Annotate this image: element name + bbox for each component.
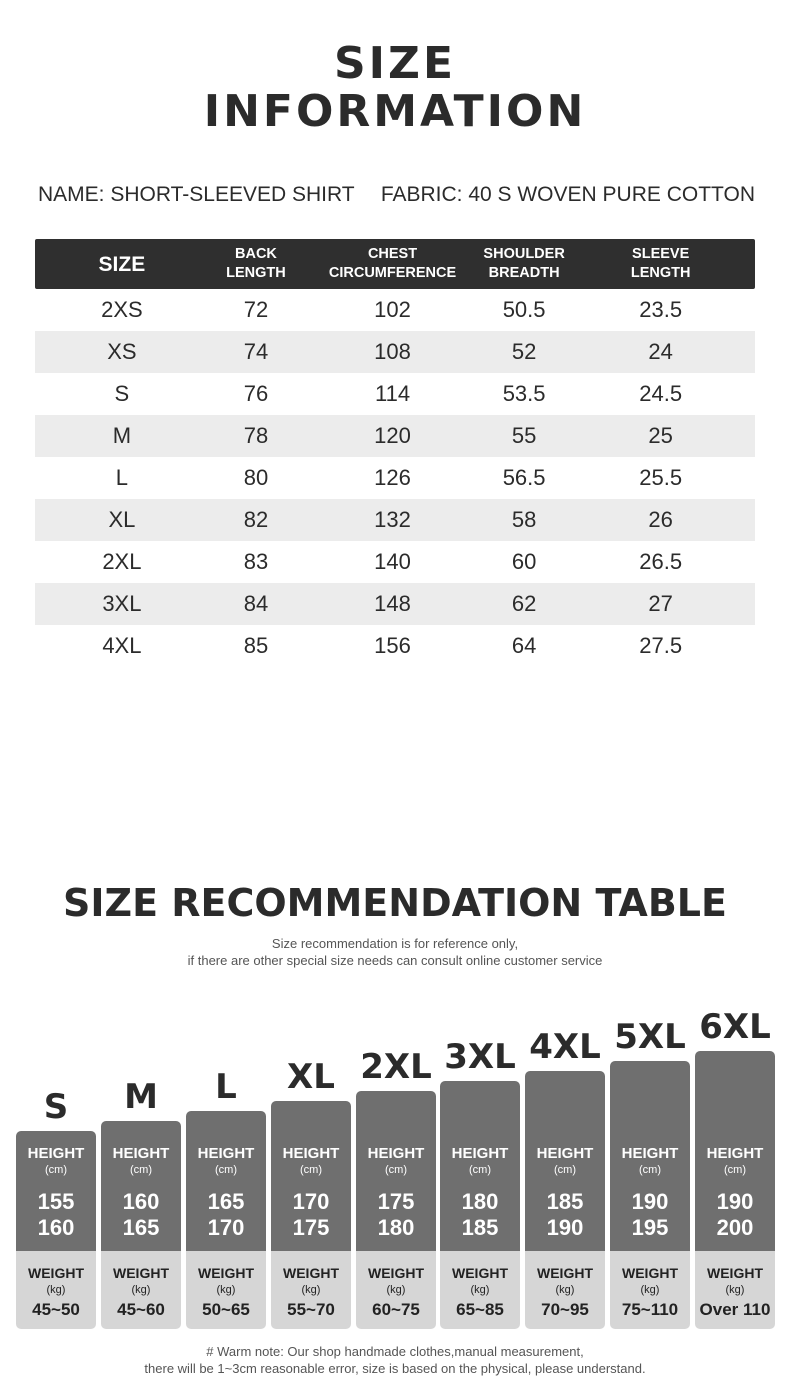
warm-note bbox=[0, 1343, 790, 1377]
weight-range: 45~60 bbox=[117, 1300, 165, 1319]
cell-shoulder: 58 bbox=[511, 507, 537, 532]
weight-label: WEIGHT bbox=[283, 1265, 339, 1281]
height-max: 200 bbox=[716, 1215, 754, 1240]
size-label: L bbox=[215, 1067, 237, 1107]
cell-sleeve: 24.5 bbox=[639, 381, 683, 406]
cell-back-length: 80 bbox=[243, 465, 269, 490]
cell-size: XL bbox=[108, 507, 136, 532]
height-label: HEIGHT bbox=[197, 1145, 255, 1162]
size-label: 5XL bbox=[614, 1017, 686, 1057]
weight-unit: (kg) bbox=[131, 1284, 151, 1296]
cell-size: L bbox=[115, 465, 129, 490]
header-back-length-line2: LENGTH bbox=[226, 265, 286, 281]
cell-sleeve: 26.5 bbox=[639, 549, 683, 574]
cell-shoulder: 64 bbox=[511, 633, 537, 658]
height-label: HEIGHT bbox=[621, 1145, 679, 1162]
header-sleeve-line1: SLEEVE bbox=[632, 246, 690, 262]
weight-range: 55~70 bbox=[287, 1300, 335, 1319]
height-unit: (cm) bbox=[554, 1164, 576, 1176]
height-min: 170 bbox=[292, 1189, 330, 1214]
weight-unit: (kg) bbox=[555, 1284, 575, 1296]
size-column bbox=[356, 0, 436, 1386]
height-max: 175 bbox=[292, 1215, 330, 1240]
size-label: S bbox=[43, 1087, 69, 1127]
size-label: M bbox=[124, 1077, 158, 1117]
header-chest-line2: CIRCUMFERENCE bbox=[328, 265, 457, 281]
height-max: 195 bbox=[631, 1215, 669, 1240]
height-max: 165 bbox=[122, 1215, 160, 1240]
height-label: HEIGHT bbox=[282, 1145, 340, 1162]
weight-range: 60~75 bbox=[372, 1300, 420, 1319]
cell-chest: 120 bbox=[374, 423, 411, 448]
cell-chest: 156 bbox=[374, 633, 411, 658]
warm-note-line1: # Warm note: Our shop handmade clothes,manual measurement, bbox=[206, 1344, 584, 1359]
height-label: HEIGHT bbox=[112, 1145, 170, 1162]
cell-back-length: 72 bbox=[243, 297, 269, 322]
product-fabric: FABRIC: 40 S WOVEN PURE COTTON bbox=[380, 183, 755, 206]
cell-chest: 126 bbox=[374, 465, 411, 490]
cell-size: 2XL bbox=[102, 549, 142, 574]
height-unit: (cm) bbox=[300, 1164, 322, 1176]
weight-label: WEIGHT bbox=[537, 1265, 593, 1281]
cell-shoulder: 60 bbox=[511, 549, 537, 574]
height-max: 160 bbox=[37, 1215, 75, 1240]
cell-chest: 140 bbox=[374, 549, 411, 574]
weight-unit: (kg) bbox=[470, 1284, 490, 1296]
height-min: 190 bbox=[631, 1189, 669, 1214]
cell-shoulder: 53.5 bbox=[502, 381, 546, 406]
size-label: 2XL bbox=[360, 1047, 432, 1087]
size-label: XL bbox=[287, 1057, 335, 1097]
height-min: 185 bbox=[546, 1189, 584, 1214]
weight-range: Over 110 bbox=[699, 1300, 771, 1319]
cell-size: 4XL bbox=[102, 633, 142, 658]
weight-label: WEIGHT bbox=[28, 1265, 84, 1281]
height-min: 180 bbox=[461, 1189, 499, 1214]
cell-size: M bbox=[112, 423, 132, 448]
header-size-label: SIZE bbox=[98, 252, 146, 276]
weight-unit: (kg) bbox=[725, 1284, 745, 1296]
height-unit: (cm) bbox=[639, 1164, 661, 1176]
size-label: 3XL bbox=[444, 1037, 516, 1077]
weight-range: 75~110 bbox=[621, 1300, 679, 1319]
weight-label: WEIGHT bbox=[198, 1265, 254, 1281]
cell-size: S bbox=[114, 381, 130, 406]
height-min: 175 bbox=[377, 1189, 415, 1214]
cell-chest: 114 bbox=[374, 381, 411, 406]
cell-shoulder: 55 bbox=[511, 423, 537, 448]
size-column bbox=[16, 0, 96, 1386]
size-column bbox=[440, 0, 520, 1386]
weight-unit: (kg) bbox=[301, 1284, 321, 1296]
cell-sleeve: 27.5 bbox=[639, 633, 683, 658]
cell-shoulder: 56.5 bbox=[502, 465, 546, 490]
height-label: HEIGHT bbox=[367, 1145, 425, 1162]
header-chest-line1: CHEST bbox=[367, 246, 418, 262]
height-label: HEIGHT bbox=[536, 1145, 594, 1162]
title-line-2: INFORMATION bbox=[203, 86, 587, 137]
height-unit: (cm) bbox=[130, 1164, 152, 1176]
weight-unit: (kg) bbox=[386, 1284, 406, 1296]
size-column bbox=[98, 0, 181, 1386]
cell-back-length: 74 bbox=[243, 339, 269, 364]
size-column bbox=[695, 0, 775, 1386]
cell-shoulder: 52 bbox=[511, 339, 537, 364]
cell-sleeve: 24 bbox=[648, 339, 673, 364]
size-column bbox=[610, 0, 690, 1386]
size-column bbox=[186, 0, 266, 1386]
size-column bbox=[271, 0, 351, 1386]
cell-size: 3XL bbox=[102, 591, 142, 616]
cell-sleeve: 25.5 bbox=[639, 465, 683, 490]
weight-unit: (kg) bbox=[216, 1284, 236, 1296]
cell-back-length: 82 bbox=[243, 507, 269, 532]
weight-range: 65~85 bbox=[456, 1300, 504, 1319]
cell-shoulder: 50.5 bbox=[502, 297, 546, 322]
height-min: 160 bbox=[122, 1189, 160, 1214]
cell-back-length: 85 bbox=[243, 633, 269, 658]
weight-label: WEIGHT bbox=[622, 1265, 678, 1281]
cell-back-length: 83 bbox=[243, 549, 269, 574]
size-column bbox=[525, 0, 605, 1386]
cell-sleeve: 23.5 bbox=[639, 297, 683, 322]
height-min: 190 bbox=[716, 1189, 754, 1214]
header-shoulder-line1: SHOULDER bbox=[483, 246, 565, 262]
height-min: 155 bbox=[37, 1189, 75, 1214]
weight-label: WEIGHT bbox=[452, 1265, 508, 1281]
cell-chest: 148 bbox=[374, 591, 411, 616]
cell-sleeve: 27 bbox=[648, 591, 673, 616]
header-sleeve-line2: LENGTH bbox=[630, 265, 691, 281]
recommendation-title: SIZE RECOMMENDATION TABLE bbox=[63, 881, 727, 925]
cell-shoulder: 62 bbox=[511, 591, 537, 616]
cell-sleeve: 26 bbox=[648, 507, 673, 532]
height-unit: (cm) bbox=[724, 1164, 746, 1176]
header-shoulder-line2: BREADTH bbox=[488, 265, 560, 281]
cell-size: 2XS bbox=[101, 297, 143, 322]
cell-back-length: 84 bbox=[243, 591, 269, 616]
height-label: HEIGHT bbox=[27, 1145, 85, 1162]
weight-unit: (kg) bbox=[640, 1284, 660, 1296]
size-label: 4XL bbox=[529, 1027, 601, 1067]
height-unit: (cm) bbox=[385, 1164, 407, 1176]
height-unit: (cm) bbox=[45, 1164, 67, 1176]
height-unit: (cm) bbox=[215, 1164, 237, 1176]
cell-chest: 132 bbox=[374, 507, 411, 532]
recommendation-subtitle-line1: Size recommendation is for reference only, bbox=[271, 936, 519, 951]
height-max: 190 bbox=[546, 1215, 584, 1240]
weight-range: 70~95 bbox=[541, 1300, 589, 1319]
weight-label: WEIGHT bbox=[368, 1265, 424, 1281]
height-label: HEIGHT bbox=[451, 1145, 509, 1162]
weight-unit: (kg) bbox=[46, 1284, 66, 1296]
cell-size: XS bbox=[107, 339, 137, 364]
cell-back-length: 78 bbox=[243, 423, 269, 448]
warm-note-line2: there will be 1~3cm reasonable error, size is based on the physical, please understand. bbox=[144, 1361, 646, 1376]
title-line-1: SIZE bbox=[333, 38, 457, 89]
height-label: HEIGHT bbox=[706, 1145, 764, 1162]
height-max: 170 bbox=[207, 1215, 245, 1240]
weight-label: WEIGHT bbox=[113, 1265, 169, 1281]
header-back-length-line1: BACK bbox=[235, 246, 277, 262]
size-label: 6XL bbox=[699, 1007, 771, 1047]
cell-sleeve: 25 bbox=[648, 423, 673, 448]
weight-label: WEIGHT bbox=[707, 1265, 763, 1281]
cell-chest: 102 bbox=[374, 297, 411, 322]
height-min: 165 bbox=[207, 1189, 245, 1214]
height-max: 185 bbox=[461, 1215, 499, 1240]
recommendation-subtitle-line2: if there are other special size needs can consult online customer service bbox=[187, 953, 603, 968]
weight-range: 50~65 bbox=[202, 1300, 250, 1319]
weight-range: 45~50 bbox=[32, 1300, 80, 1319]
height-unit: (cm) bbox=[469, 1164, 491, 1176]
product-name: NAME: SHORT-SLEEVED SHIRT bbox=[38, 183, 355, 206]
height-max: 180 bbox=[377, 1215, 415, 1240]
cell-back-length: 76 bbox=[243, 381, 269, 406]
cell-chest: 108 bbox=[374, 339, 411, 364]
